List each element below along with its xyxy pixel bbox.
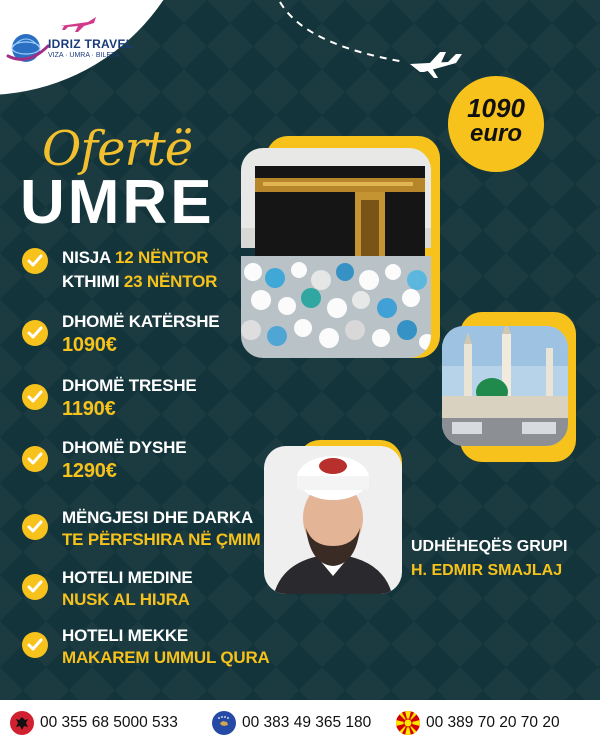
item-label: HOTELI MEDINE	[62, 568, 193, 587]
kaaba-photo	[241, 148, 431, 358]
north-macedonia-flag-icon	[396, 711, 420, 735]
item-label: HOTELI MEKKE	[62, 626, 189, 645]
contact-phone-kosovo[interactable]: 00 383 49 365 180	[242, 714, 372, 731]
item-value: MAKAREM UMMUL QURA	[62, 648, 270, 667]
logo-plane-icon	[58, 14, 98, 34]
price-currency: euro	[469, 120, 522, 147]
item-label: DHOMË TRESHE	[62, 376, 197, 395]
item-value: TE PËRFSHIRA NË ÇMIM	[62, 530, 261, 549]
headline-main: UMRE	[20, 168, 215, 237]
check-icon	[22, 384, 48, 410]
check-icon	[22, 320, 48, 346]
item-label-secondary: KTHIMI	[62, 272, 120, 291]
item-value: 12 NËNTOR	[114, 248, 209, 267]
headline-script: Ofertë	[42, 121, 193, 177]
item-value-secondary: 23 NËNTOR	[123, 272, 218, 291]
item-label: MËNGJESI DHE DARKA	[62, 508, 253, 527]
check-icon	[22, 446, 48, 472]
item-value: 1190€	[62, 398, 116, 420]
check-icon	[22, 248, 48, 274]
price-amount: 1090	[467, 93, 525, 123]
guide-name: H. EDMIR SMAJLAJ	[411, 562, 563, 579]
flight-path-decoration	[250, 0, 470, 90]
item-value: 1290€	[62, 460, 117, 482]
check-icon	[22, 514, 48, 540]
contact-phone-albania[interactable]: 00 355 68 5000 533	[40, 714, 178, 731]
item-label: NISJA	[62, 248, 111, 267]
brand-tagline: VIZA · UMRA · BILETA	[48, 52, 120, 59]
check-icon	[22, 574, 48, 600]
albania-flag-icon	[10, 711, 34, 735]
globe-icon	[6, 22, 50, 66]
item-value: 1090€	[62, 334, 117, 356]
guide-caption	[411, 538, 567, 580]
item-value: NUSK AL HIJRA	[62, 590, 190, 609]
airplane-icon	[410, 52, 462, 78]
kosovo-flag-icon	[212, 711, 236, 735]
check-icon	[22, 632, 48, 658]
contact-phone-macedonia[interactable]: 00 389 70 20 70 20	[426, 714, 560, 731]
medina-mosque-photo	[442, 326, 568, 446]
brand-name: IDRIZ TRAVEL	[48, 37, 134, 51]
brand-logo	[6, 14, 146, 74]
item-label: DHOMË KATËRSHE	[62, 312, 220, 331]
price-badge	[448, 76, 544, 172]
guide-portrait-photo	[264, 446, 402, 594]
contact-footer	[0, 700, 600, 750]
item-label: DHOMË DYSHE	[62, 438, 187, 457]
guide-title: UDHËHEQËS GRUPI	[411, 538, 568, 555]
